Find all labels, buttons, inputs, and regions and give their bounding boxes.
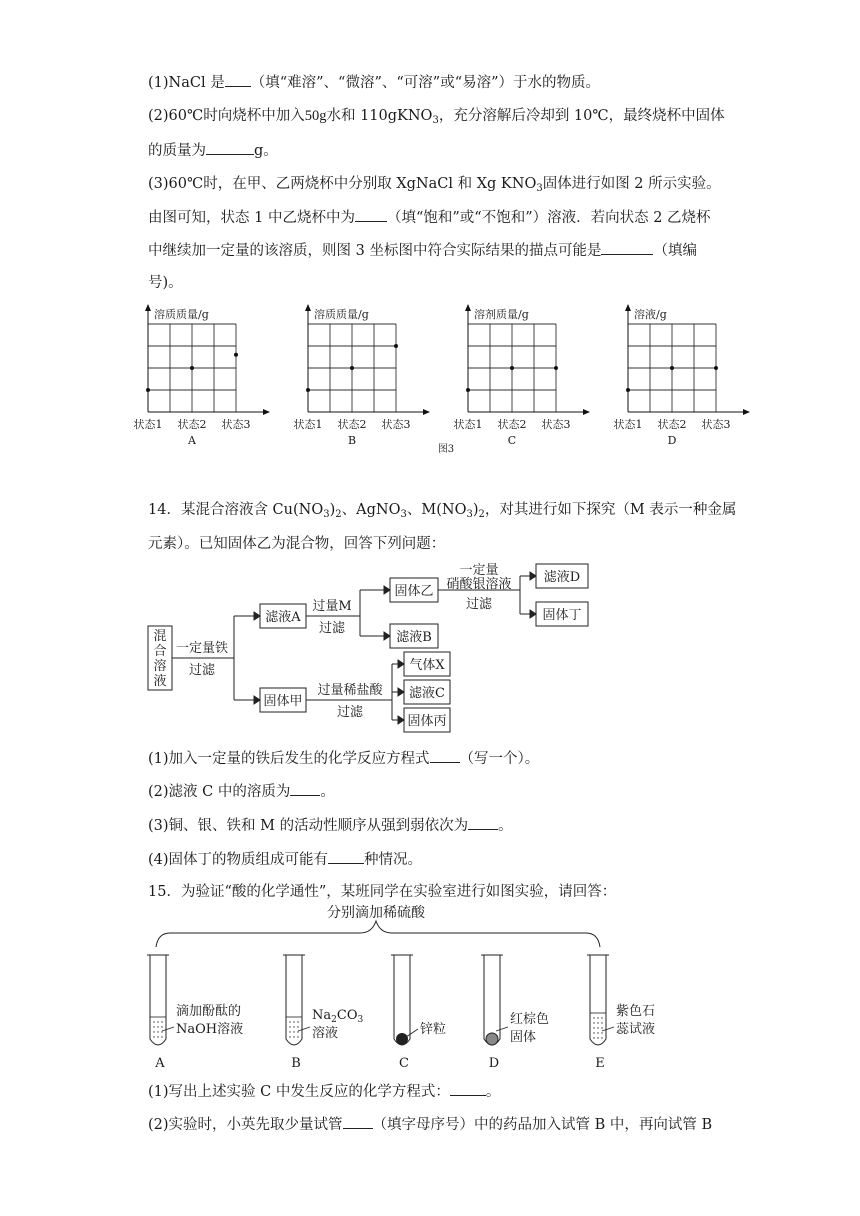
test-tube-B: [283, 955, 363, 1071]
answer-blank[interactable]: [225, 72, 251, 87]
graph-point: [190, 366, 194, 370]
tube-label: 溶液: [312, 1026, 339, 1041]
graph-ylabel: 溶剂质量/g: [474, 308, 529, 321]
tube-label: 红棕色: [510, 1012, 550, 1027]
graph-B: [294, 304, 431, 447]
flow-step4-bottom: 过滤: [336, 705, 364, 720]
graph-A: [134, 304, 271, 447]
graph-xtick: 状态1: [453, 418, 483, 431]
graph-point: [510, 366, 514, 370]
graph-xtick: 状态3: [381, 418, 411, 431]
test-tube-D: [481, 955, 549, 1071]
q13-part1: (1)NaCl 是 （填“难溶”、“微溶”、“可溶”或“易溶”）于水的物质。: [148, 72, 600, 93]
graph-point: [306, 388, 310, 392]
flow-gas-x: 气体X: [409, 658, 445, 673]
flow-filtrate-a: 滤液A: [265, 610, 301, 625]
tube-letter: A: [155, 1056, 165, 1071]
flow-filtrate-b: 滤液B: [396, 630, 432, 645]
tube-letter: C: [399, 1056, 409, 1071]
flow-filtrate-d: 滤液D: [543, 570, 581, 585]
q15-q1: (1)写出上述实验 C 中发生反应的化学方程式： 。: [148, 1081, 500, 1102]
figure-3-graphs: [133, 300, 760, 460]
q15-test-tubes-figure: [140, 905, 656, 1075]
answer-blank[interactable]: [355, 207, 387, 222]
q14-flow-diagram: [140, 560, 600, 740]
graph-D: [614, 304, 751, 447]
graph-xtick: 状态3: [221, 418, 251, 431]
flow-solid-yi: 固体乙: [394, 584, 434, 599]
graph-xtick: 状态1: [293, 418, 323, 431]
flow-filtrate-c: 滤液C: [409, 686, 445, 701]
tube-letter: E: [595, 1056, 605, 1071]
q14-q2: (2)滤液 C 中的溶质为 。: [148, 781, 335, 802]
graph-point: [626, 388, 630, 392]
q13-part3-c: 中继续加一定量的该溶质，则图 3 坐标图中符合实际结果的描点可能是 （填编: [148, 240, 697, 261]
q13-part3-b: 由图可知，状态 1 中乙烧杯中为 （填“饱和”或“不饱和”）溶液．若向状态 2 乙烧杯: [148, 207, 711, 228]
graph-xtick: 状态2: [497, 418, 527, 431]
graph-ylabel: 溶质质量/g: [154, 308, 209, 321]
q14-intro: 14．某混合溶液含 $Cu(NO_3)_2$、AgNO$_3$、$M(NO_3)_2$，对其进行如下探究（M 表示一种金属: [148, 502, 737, 520]
tube-label: 滴加酚酞的: [176, 1004, 242, 1019]
graph-point: [554, 366, 558, 370]
graph-letter: A: [188, 434, 196, 447]
flow-solid-jia: 固体甲: [263, 694, 303, 709]
q14-q3: (3)铜、银、铁和 M 的活动性顺序从强到弱依次为 。: [148, 815, 513, 836]
q13-part2-cont: 的质量为 g。: [148, 140, 278, 161]
tube-label: NaOH溶液: [176, 1022, 244, 1037]
graph-xtick: 状态2: [337, 418, 367, 431]
graph-point: [350, 366, 354, 370]
test-tube-C: [391, 955, 446, 1071]
flow-step3-bottom: 过滤: [465, 597, 493, 612]
tube-letter: D: [488, 1056, 500, 1071]
graph-ylabel: 溶质质量/g: [314, 308, 369, 321]
graph-letter: B: [347, 434, 357, 447]
tube-label: 蕊试液: [616, 1022, 656, 1037]
test-tube-A: [147, 955, 243, 1071]
flow-step2-top: 过量M: [312, 599, 352, 614]
q15-q2: (2)实验时，小英先取少量试管 （填字母序号）中的药品加入试管 B 中，再向试管 B: [148, 1114, 712, 1135]
tube-label: 固体: [510, 1030, 537, 1045]
flow-step3-top2: 硝酸银溶液: [446, 577, 512, 592]
answer-blank[interactable]: [328, 849, 364, 864]
graph-point: [670, 366, 674, 370]
flow-step4-top: 过量稀盐酸: [317, 683, 383, 698]
tube-label: 锌粒: [420, 1022, 447, 1037]
test-tube-E: [587, 955, 655, 1071]
tube-label: $Na_2CO_3$: [312, 1008, 364, 1025]
flow-solid-bing: 固体丙: [407, 714, 447, 729]
flow-step2-bottom: 过滤: [318, 621, 346, 636]
q13-part3: (3)60℃时，在甲、乙两烧杯中分别取 XgNaCl 和 Xg $KNO_3$固体进行如图 2 所示实验。: [148, 176, 721, 194]
answer-blank[interactable]: [468, 815, 498, 830]
q14-intro-cont: 元素）。已知固体乙为混合物，回答下列问题：: [148, 536, 446, 552]
answer-blank[interactable]: [206, 140, 254, 155]
q14-q1: (1)加入一定量的铁后发生的化学反应方程式 （写一个）。: [148, 748, 539, 769]
graph-C: [454, 304, 591, 447]
graph-letter: C: [507, 434, 517, 447]
flow-start-c1: 混合溶液: [153, 629, 167, 689]
answer-blank[interactable]: [290, 781, 320, 796]
flow-solid-ding: 固体丁: [542, 608, 582, 623]
figure-label: 图3: [437, 444, 455, 455]
answer-blank[interactable]: [450, 1081, 486, 1096]
flow-step3-top1: 一定量: [459, 563, 499, 578]
answer-blank[interactable]: [343, 1114, 373, 1129]
graph-point: [234, 353, 238, 357]
graph-xtick: 状态3: [701, 418, 731, 431]
graph-xtick: 状态2: [657, 418, 687, 431]
graph-xtick: 状态1: [613, 418, 643, 431]
graph-point: [714, 366, 718, 370]
graph-letter: D: [667, 434, 677, 447]
graph-xtick: 状态3: [541, 418, 571, 431]
graph-point: [466, 388, 470, 392]
graph-xtick: 状态1: [133, 418, 163, 431]
graph-ylabel: 溶液/g: [634, 308, 667, 321]
flow-step1-top: 一定量铁: [175, 641, 229, 656]
tube-label: 紫色石: [616, 1004, 656, 1019]
graph-xtick: 状态2: [177, 418, 207, 431]
answer-blank[interactable]: [430, 748, 460, 763]
q13-part3-d: 号)。: [148, 275, 183, 291]
answer-blank[interactable]: [601, 240, 653, 255]
q15-intro: 15．为验证“酸的化学通性”，某班同学在实验室进行如图实验，请回答：: [148, 884, 617, 900]
flow-step1-bottom: 过滤: [188, 663, 216, 678]
tube-letter: B: [291, 1056, 301, 1071]
graph-point: [394, 344, 398, 348]
q14-q4: (4)固体丁的物质组成可能有 种情况。: [148, 849, 422, 870]
q13-part2: (2)60℃时向烧杯中加入50g水和 110gKNO$_3$，充分溶解后冷却到 10℃，最终烧杯中固体: [148, 108, 725, 126]
brace-label: 分别滴加稀硫酸: [327, 905, 425, 921]
graph-point: [146, 388, 150, 392]
